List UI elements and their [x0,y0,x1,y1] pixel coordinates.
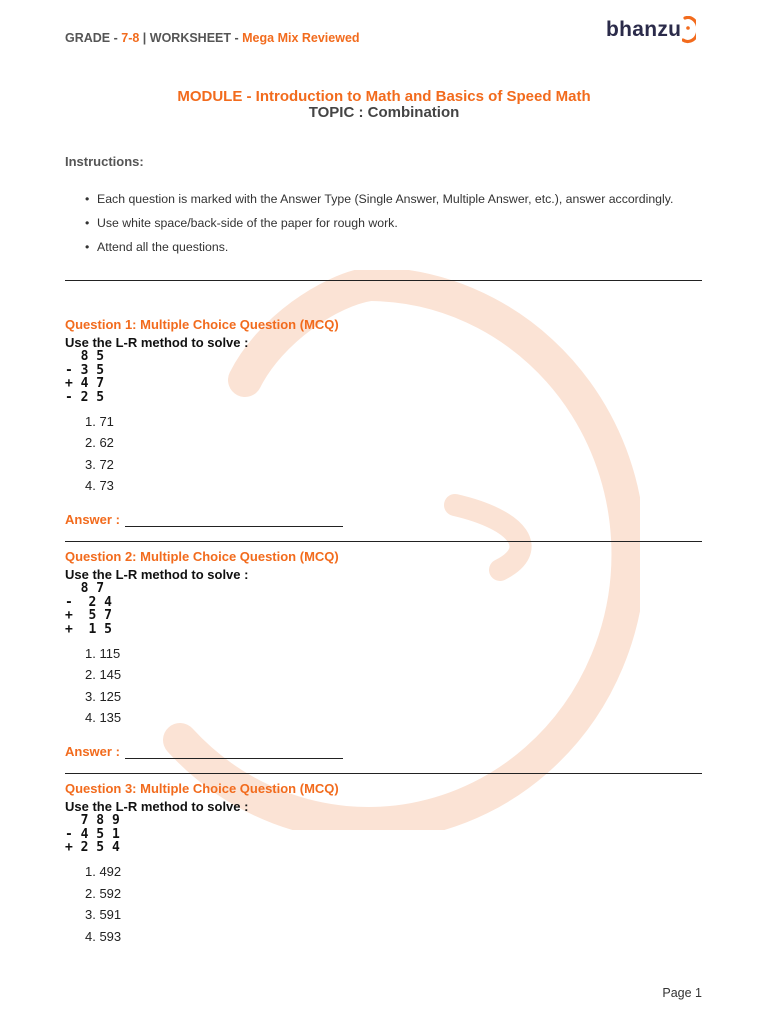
answer-options [85,411,705,497]
option: 2. 62 [85,435,114,451]
problem-line: 8 5 [65,349,105,364]
bullet-icon: • [85,216,90,230]
answer-row [65,512,705,527]
option: 1. 492 [85,864,122,880]
option: 3. 72 [85,456,114,472]
problem-line: - 4 5 1 [65,826,120,842]
question-instruction: Use the L-R method to solve : [65,335,249,350]
problem-line: + 2 5 4 [65,840,120,856]
question-title: Question 2: Multiple Choice Question (MCQ) [65,549,339,564]
option: 4. 73 [85,478,114,494]
option: 1. 115 [85,645,121,661]
topic-title: TOPIC : Combination [308,104,460,121]
header-separator: | WORKSHEET - [139,31,243,45]
question-3 [65,779,705,947]
instruction-item: • Use white space/back-side of the paper for rough work. [85,216,398,230]
answer-blank[interactable] [125,515,343,527]
answer-options [85,643,705,729]
grade-value: 7-8 [121,31,140,45]
divider [65,541,702,542]
problem-line: 7 8 9 [65,813,120,828]
answer-options [85,861,705,947]
answer-row [65,744,705,759]
grade-label: GRADE - [65,31,122,45]
problem-line: + 5 7 [65,608,112,624]
question-instruction: Use the L-R method to solve : [65,799,249,814]
option: 4. 135 [85,710,122,726]
instructions-heading: Instructions: [65,154,144,169]
question-2 [65,547,705,759]
problem-line: + 4 7 [65,376,105,392]
option: 2. 145 [85,667,122,683]
bullet-icon: • [85,192,90,206]
question-title: Question 3: Multiple Choice Question (MCQ) [65,781,339,796]
bhanzu-logo [606,16,696,44]
option: 2. 592 [85,885,122,901]
problem-line: 8 7 [65,581,105,596]
worksheet-header [65,31,360,45]
page-number: Page 1 [662,986,702,1000]
problem-line: - 3 5 [65,362,105,378]
instructions-list [85,190,673,262]
question-1 [65,315,705,527]
instruction-item: • Each question is marked with the Answer Type (Single Answer, Multiple Answer, etc.), answer accordingly. [85,192,674,206]
answer-blank[interactable] [125,747,343,759]
question-title: Question 1: Multiple Choice Question (MCQ) [65,317,339,332]
logo-swoosh-icon [682,16,696,44]
option: 1. 71 [85,413,114,429]
problem-line: + 1 5 [65,622,112,638]
logo-text: bhanzu [606,18,682,41]
divider [65,773,702,774]
option: 3. 591 [85,907,122,923]
module-title: MODULE - Introduction to Math and Basics of Speed Math [177,88,591,105]
option: 3. 125 [85,688,122,704]
instruction-item: • Attend all the questions. [85,240,229,254]
problem-line: - 2 4 [65,594,112,610]
answer-label: Answer : [65,743,120,759]
option: 4. 593 [85,928,122,944]
question-instruction: Use the L-R method to solve : [65,567,249,582]
bullet-icon: • [85,240,90,254]
answer-label: Answer : [65,511,120,527]
worksheet-name: Mega Mix Reviewed [242,31,360,45]
problem-line: - 2 5 [65,390,105,406]
divider [65,280,702,281]
